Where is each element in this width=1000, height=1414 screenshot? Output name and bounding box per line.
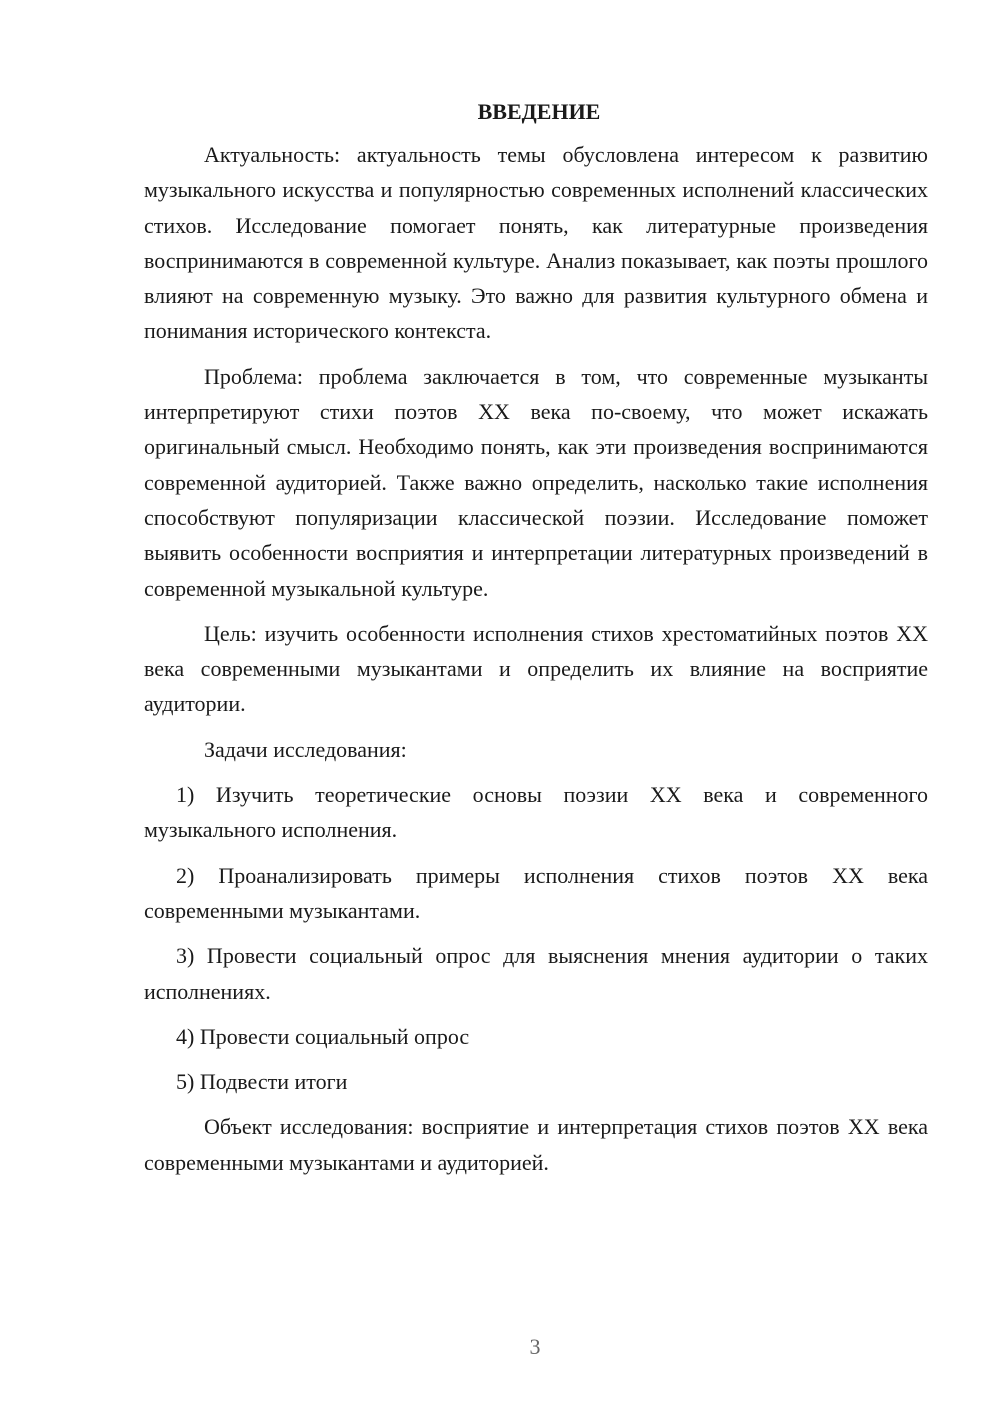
paragraph-problem: Проблема: проблема заключается в том, что современные музыканты интерпретируют стихи поэтов XX века по-своему, что может искажать оригинальный смысл. Необходимо понять, как эти произведения воспринимаются современной аудиторией. Также важно определить, насколько такие исполнения способствуют популяризации классической поэзии. Исследование поможет выявить особенности восприятия и интерпретации литературных произведений в современной музыкальной культуре. bbox=[144, 363, 928, 601]
page-number: 3 bbox=[529, 1334, 541, 1359]
section-title: ВВЕДЕНИЕ bbox=[477, 99, 601, 124]
task-item-1: 1) Изучить теоретические основы поэзии XX века и современного музыкального исполнения. bbox=[144, 782, 928, 843]
paragraph-relevance: Актуальность: актуальность темы обусловлена интересом к развитию музыкального искусства и популярностью современных исполнений классических стихов. Исследование помогает понять, как литературные произведения воспринимаются в современной культуре. Анализ показывает, как поэты прошлого влияют на современную музыку. Это важно для развития культурного обмена и понимания исторического контекста. bbox=[144, 142, 928, 344]
task-item-5: 5) Подвести итоги bbox=[176, 1069, 348, 1095]
task-item-4: 4) Провести социальный опрос bbox=[176, 1023, 470, 1049]
page-content bbox=[144, 94, 928, 1180]
tasks-heading: Задачи исследования: bbox=[204, 736, 407, 762]
paragraph-object: Объект исследования: восприятие и интерпретация стихов поэтов XX века современными музыкантами и аудиторией. bbox=[144, 1114, 928, 1175]
task-item-2: 2) Проанализировать примеры исполнения стихов поэтов XX века современными музыкантами. bbox=[144, 862, 928, 923]
paragraph-goal: Цель: изучить особенности исполнения стихов хрестоматийных поэтов XX века современными музыкантами и определить их влияние на восприятие аудитории. bbox=[144, 620, 928, 717]
task-item-3: 3) Провести социальный опрос для выяснения мнения аудитории о таких исполнениях. bbox=[144, 943, 928, 1004]
